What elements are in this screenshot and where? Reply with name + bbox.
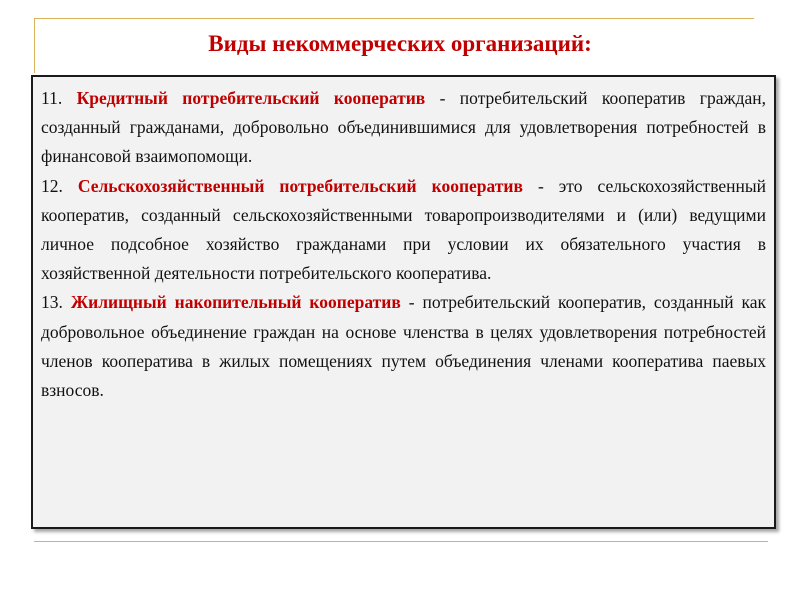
item-term: Жилищный накопительный кооператив bbox=[70, 292, 401, 313]
item-11 bbox=[41, 84, 766, 172]
item-term: Кредитный потребительский кооператив bbox=[76, 88, 426, 108]
top-decorative-line bbox=[34, 18, 754, 19]
item-number: 12. bbox=[41, 175, 63, 196]
bottom-decorative-line bbox=[34, 541, 768, 542]
item-number: 13. bbox=[41, 292, 63, 313]
item-definition: - потребительский кооператив граждан, созданный гражданами, добровольно объединившимися для удовлетворения потребностей в финансовой взаимопомощи. bbox=[41, 88, 766, 167]
content-box bbox=[31, 75, 776, 529]
item-number: 11. bbox=[41, 88, 63, 108]
item-13 bbox=[41, 288, 766, 405]
item-definition: - потребительский кооператив, созданный как добровольное объединение граждан на основе членства в целях удовлетворения потребностей членов кооператива в жилых помещениях путем объединения членами кооператива паевых взносов. bbox=[41, 292, 766, 401]
slide-title: Виды некоммерческих организаций: bbox=[208, 31, 592, 56]
item-term: Сельскохозяйственный потребительский кооператив bbox=[77, 175, 523, 196]
item-definition: - это сельскохозяйственный кооператив, созданный сельскохозяйственными товаропроизводителями и (или) ведущими личное подсобное хозяйство гражданами при условии их обязательного участия в хозяйственной деятельности потребительского кооператива. bbox=[41, 175, 766, 284]
item-12 bbox=[41, 172, 766, 289]
